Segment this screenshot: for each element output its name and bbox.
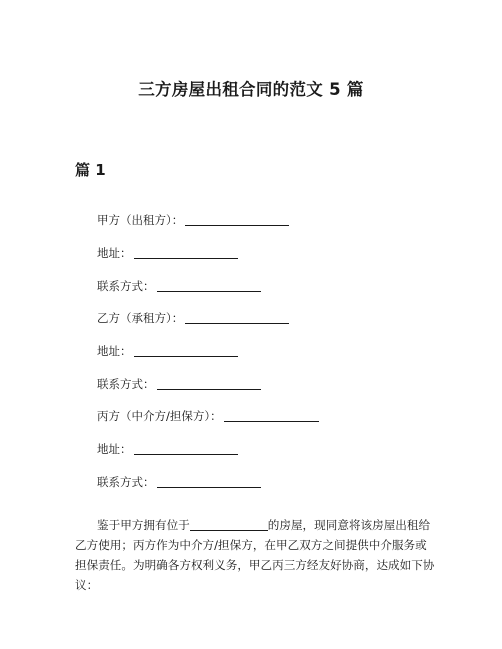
field-label: 地址：	[97, 442, 132, 456]
blank-line	[190, 518, 268, 531]
field-label: 地址：	[97, 246, 132, 260]
field-label: 联系方式：	[97, 475, 155, 489]
paragraph-text-before: 鉴于甲方拥有位于	[97, 518, 190, 532]
field-label: 甲方（出租方）：	[97, 213, 184, 227]
section-heading: 篇 1	[75, 161, 106, 179]
field-label: 联系方式：	[97, 377, 155, 391]
paragraph-text-after: 的房屋，现同意将该房屋出租给乙方使用；丙方作为中介方/担保方，在甲乙双方之间提供中介服务或担保责任。为明确各方权利义务，甲乙丙三方经友好协商，达成如下协议：	[75, 518, 435, 592]
party-c-field	[97, 408, 319, 424]
blank-line	[134, 442, 238, 455]
party-c-address-field	[97, 441, 238, 457]
blank-line	[157, 279, 261, 292]
party-a-address-field	[97, 245, 238, 261]
field-label: 地址：	[97, 344, 132, 358]
blank-line	[224, 409, 319, 422]
blank-line	[185, 213, 289, 226]
party-b-field	[97, 310, 289, 326]
field-label: 联系方式：	[97, 279, 155, 293]
intro-paragraph	[75, 515, 435, 595]
blank-line	[157, 377, 261, 390]
field-label: 乙方（承租方）：	[97, 311, 184, 325]
blank-line	[157, 475, 261, 488]
party-c-contact-field	[97, 474, 261, 490]
document-title: 三方房屋出租合同的范文 5 篇	[138, 80, 364, 99]
party-a-contact-field	[97, 278, 261, 294]
field-label: 丙方（中介方/担保方）：	[97, 409, 222, 423]
blank-line	[134, 344, 238, 357]
party-b-contact-field	[97, 376, 261, 392]
party-a-field	[97, 212, 289, 228]
blank-line	[134, 246, 238, 259]
party-b-address-field	[97, 343, 238, 359]
blank-line	[185, 311, 289, 324]
